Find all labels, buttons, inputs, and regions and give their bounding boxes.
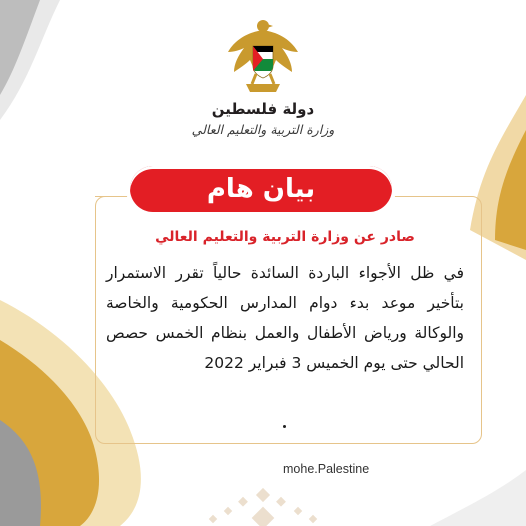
state-name: دولة فلسطين xyxy=(211,100,315,118)
palestine-emblem-icon xyxy=(220,12,306,102)
social-handle[interactable]: mohe.Palestine xyxy=(283,462,370,476)
announcement-body: في ظل الأجواء الباردة السائدة حالياً تقرر الاستمرار بتأخير موعد بدء دوام المدارس الحكومية والخاصة والوكالة ورياض الأطفال والعمل بنظام الخمس حصص الحالي حتى يوم الخميس 3 فبراير 2022 xyxy=(106,264,464,372)
announcement-subtitle: صادر عن وزارة التربية والتعليم العالي xyxy=(155,229,415,245)
announcement-title: بيان هام xyxy=(130,166,392,212)
decorative-dot xyxy=(283,425,286,428)
ministry-name: وزارة التربية والتعليم العالي xyxy=(191,122,335,137)
